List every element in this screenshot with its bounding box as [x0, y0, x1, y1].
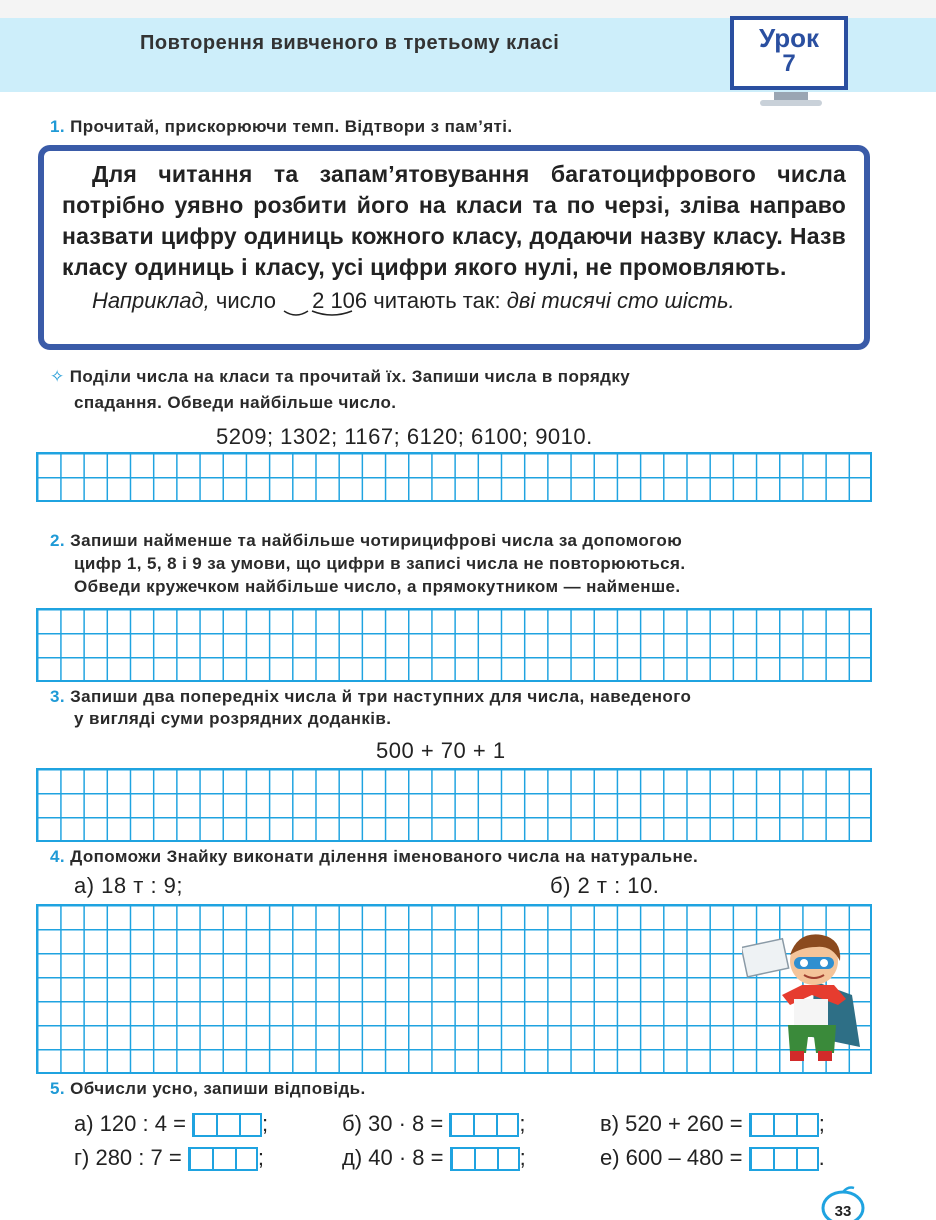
- page-title: Повторення вивченого в третьому класі: [140, 32, 560, 54]
- lesson-badge: [730, 16, 848, 90]
- task-2-line-2: цифр 1, 5, 8 і 9 за умови, що цифри в записі числа не повторюються.: [74, 554, 686, 573]
- calc-item: [600, 1145, 825, 1171]
- task-1-text: Прочитай, прискорюючи темп. Відтвори з пам’яті.: [70, 117, 513, 136]
- answer-box[interactable]: [450, 1147, 520, 1171]
- example-lead: Наприклад,: [92, 288, 210, 313]
- task-3-number: 3.: [50, 687, 65, 706]
- calc-end: ;: [257, 1145, 264, 1170]
- answer-box[interactable]: [449, 1113, 519, 1137]
- example-reading: дві тисячі сто шість.: [506, 288, 735, 313]
- task-4-a: а) 18 т : 9;: [74, 873, 184, 898]
- lesson-label: Урок: [759, 23, 819, 53]
- calc-item: [342, 1111, 526, 1137]
- task-4-number: 4.: [50, 847, 65, 866]
- task-2-text-1: Запиши найменше та найбільше чотирицифрові числа за допомогою: [70, 531, 683, 550]
- calc-item: [600, 1111, 825, 1137]
- page-number-apple-icon: [820, 1186, 866, 1220]
- task-3-line-2: у вигляді суми розрядних доданків.: [74, 709, 392, 728]
- rule-text: Для читання та запам’ятовування багатоцифрового числа потрібно уявно розбити його на класи та по черзі, зліва направо назвати цифру одиниць кожного класу, додаючи назву класу. Назв класу одиниць і класу, усі цифри якого нулі, не промовляють.: [62, 161, 846, 280]
- example-mid2: читають так:: [373, 288, 501, 313]
- task-3-line-1: [50, 686, 691, 708]
- example-number: [282, 285, 367, 316]
- monitor-base-icon: [760, 100, 822, 106]
- writing-grid-3[interactable]: [36, 768, 872, 842]
- task-4-text: Допоможи Знайку виконати ділення іменованого числа на натуральне.: [70, 847, 699, 866]
- diamond-icon: ✧: [50, 367, 65, 386]
- answer-box[interactable]: [749, 1113, 819, 1137]
- task-1-number: 1.: [50, 117, 65, 136]
- numbers-list: 5209; 1302; 1167; 6120; 6100; 9010.: [216, 424, 593, 449]
- calc-label: г) 280 : 7 =: [74, 1145, 182, 1170]
- monitor-stand-icon: [774, 92, 808, 100]
- writing-grid-2[interactable]: [36, 608, 872, 682]
- calc-end: ;: [519, 1111, 526, 1136]
- subtask-line-1: [50, 366, 630, 388]
- task-4-line-1: [50, 846, 698, 868]
- subtask-line-2: спадання. Обведи найбільше число.: [74, 393, 397, 412]
- calc-label: д) 40 · 8 =: [342, 1145, 444, 1170]
- lesson-number: 7: [782, 50, 796, 77]
- calc-item: [74, 1145, 264, 1171]
- example-mid: число: [215, 288, 276, 313]
- task-2-line-1: [50, 530, 682, 552]
- subtask-text-1: Поділи числа на класи та прочитай їх. Запиши числа в порядку: [69, 367, 631, 386]
- class-arc-icon: [282, 309, 356, 319]
- calc-item: [342, 1145, 526, 1171]
- task-4-b: б) 2 т : 10.: [550, 873, 660, 898]
- task-5-number: 5.: [50, 1079, 65, 1098]
- task-2-line-3: Обведи кружечком найбільше число, а прямокутником — найменше.: [74, 577, 681, 596]
- calc-end: .: [818, 1145, 825, 1170]
- page-number: 33: [834, 1203, 852, 1220]
- calc-end: ;: [519, 1145, 526, 1170]
- task-3-expression: 500 + 70 + 1: [376, 738, 506, 763]
- znayko-character-icon: [742, 925, 866, 1065]
- rule-box: [38, 145, 870, 350]
- task-3-text-1: Запиши два попередніх числа й три наступних для числа, наведеного: [70, 687, 692, 706]
- calc-item: [74, 1111, 268, 1137]
- task-1-heading: [50, 116, 513, 138]
- calc-label: е) 600 – 480 =: [600, 1145, 743, 1170]
- task-5-text: Обчисли усно, запиши відповідь.: [70, 1079, 366, 1098]
- answer-box[interactable]: [749, 1147, 819, 1171]
- rule-example: [62, 285, 846, 316]
- writing-grid-1[interactable]: [36, 452, 872, 502]
- calc-label: б) 30 · 8 =: [342, 1111, 444, 1136]
- calc-end: ;: [818, 1111, 825, 1136]
- example-number-text: 2 106: [312, 288, 368, 313]
- answer-box[interactable]: [188, 1147, 258, 1171]
- calc-label: в) 520 + 260 =: [600, 1111, 743, 1136]
- calc-label: а) 120 : 4 =: [74, 1111, 186, 1136]
- calc-end: ;: [262, 1111, 269, 1136]
- task-2-number: 2.: [50, 531, 65, 550]
- task-5-heading: [50, 1078, 366, 1100]
- answer-box[interactable]: [192, 1113, 262, 1137]
